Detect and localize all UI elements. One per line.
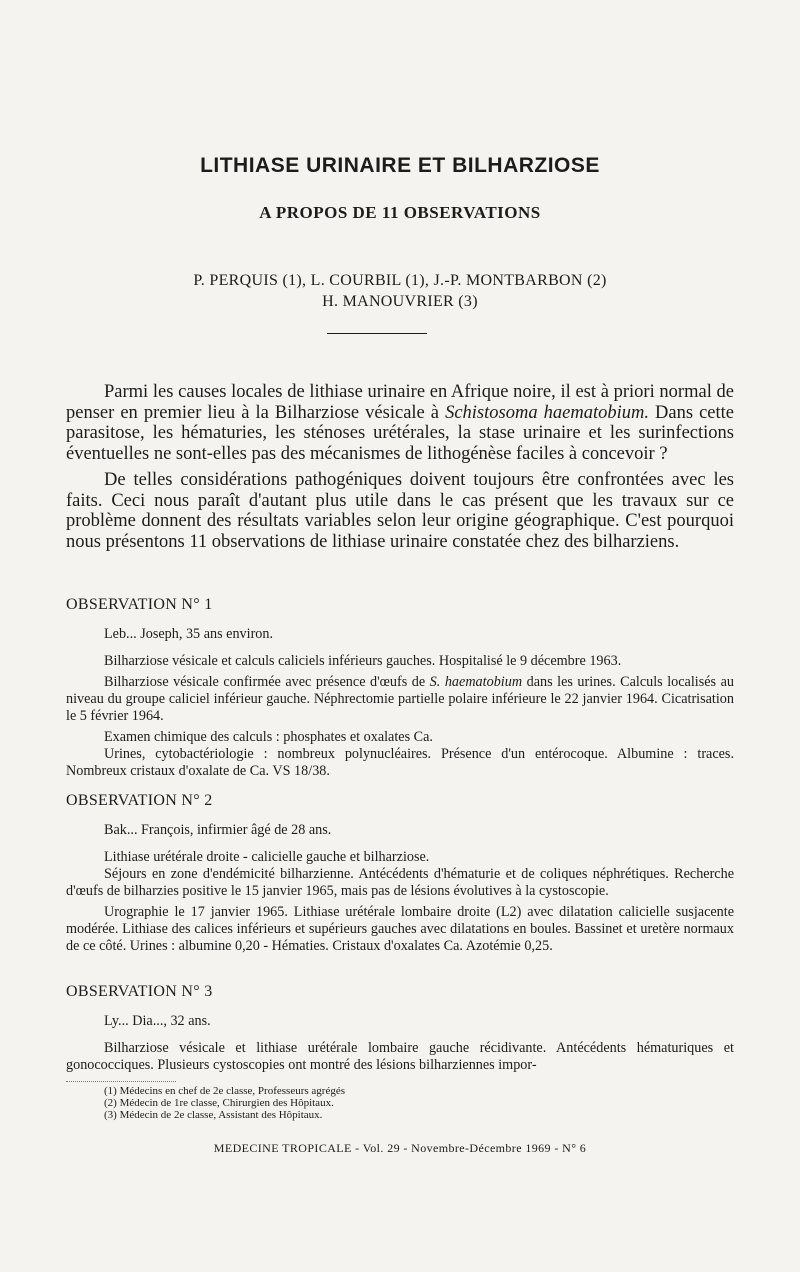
footnotes (104, 1085, 704, 1121)
observation-paragraph: Lithiase urétérale droite - calicielle gauche et bilharziose. (104, 849, 430, 865)
intro-paragraph-2: De telles considérations pathogéniques doivent toujours être confrontées avec les faits. Ceci nous paraît d'autant plus utile dans le cas présent que les travaux sur ce problème donnent des résultats variables selon leur origine géographique. C'est pourquoi nous présentons 11 observations de lithiase urinaire constatée chez des bilharziens. (66, 470, 734, 552)
observation-paragraph: Séjours en zone d'endémicité bilharzienne. Antécédents d'hématurie et de coliques néphrétiques. Recherche d'œufs de bilharzies positive le 15 janvier 1965, mais pas de lésions évolutives à la cystoscopie. (66, 866, 734, 899)
observation-paragraph: Urographie le 17 janvier 1965. Lithiase urétérale lombaire droite (L2) avec dilatation calicielle susjacente modérée. Lithiase des calices inférieurs et supérieurs gauches avec dilatations en boules. Bassinet et uretère normaux de ce côté. Urines : albumine 0,20 - Hématies. Cristaux d'oxalates Ca. Azotémie 0,25. (66, 904, 734, 954)
observation-heading: OBSERVATION N° 1 (66, 596, 213, 613)
patient-name: Leb... Joseph, 35 ans environ. (104, 626, 274, 642)
observation-paragraph: Bilharziose vésicale et lithiase urétérale lombaire gauche récidivante. Antécédents hématuriques et gonococciques. Plusieurs cystoscopies ont montré des lésions bilharziennes impor- (66, 1040, 734, 1073)
journal-footer: MEDECINE TROPICALE - Vol. 29 - Novembre-Décembre 1969 - N° 6 (213, 1141, 587, 1155)
footnote-2: (2) Médecin de 1re classe, Chirurgien des Hôpitaux. (104, 1097, 334, 1109)
patient-name: Bak... François, infirmier âgé de 28 ans. (104, 822, 332, 838)
observation-paragraph: Bilharziose vésicale et calculs caliciels inférieurs gauches. Hospitalisé le 9 décembre 1963. (104, 653, 622, 669)
observation-heading: OBSERVATION N° 2 (66, 792, 213, 809)
footnote-3: (3) Médecin de 2e classe, Assistant des Hôpitaux. (104, 1109, 323, 1121)
authors-line-1: P. PERQUIS (1), L. COURBIL (1), J.-P. MONTBARBON (2) (193, 272, 607, 289)
observation-2 (66, 792, 734, 955)
patient-name: Ly... Dia..., 32 ans. (104, 1013, 211, 1029)
title-divider (327, 333, 427, 334)
observation-paragraph: Examen chimique des calculs : phosphates et oxalates Ca. (104, 729, 433, 745)
species-name: Schistosoma haematobium. (445, 402, 649, 423)
observation-1 (66, 596, 734, 780)
observation-paragraph: Bilharziose vésicale confirmée avec présence d'œufs de S. haematobium dans les urines. Calculs localisés au niveau du groupe caliciel inférieur gauche. Néphrectomie partielle polaire inférieure le 22 janvier 1964. Cicatrisation le 5 février 1964. (66, 674, 734, 724)
intro-paragraph-1: Parmi les causes locales de lithiase urinaire en Afrique noire, il est à priori normal de penser en premier lieu à la Bilharziose vésicale à Schistosoma haematobium. Dans cette parasitose, les hématuries, les sténoses urétérales, la stase urinaire et les surinfections éventuelles ne sont-elles pas des mécanismes de lithogénèse faciles à concevoir ? (66, 382, 735, 464)
introduction (66, 382, 734, 552)
article-title: LITHIASE URINAIRE ET BILHARZIOSE (200, 154, 600, 177)
footnote-divider (66, 1081, 176, 1082)
article-subtitle: A PROPOS DE 11 OBSERVATIONS (259, 203, 541, 222)
authors-line-2: H. MANOUVRIER (3) (322, 293, 478, 310)
footnote-1: (1) Médecins en chef de 2e classe, Professeurs agrégés (104, 1085, 345, 1097)
observation-3 (66, 983, 734, 1074)
observation-paragraph: Urines, cytobactériologie : nombreux polynucléaires. Présence d'un entérocoque. Albumine : traces. Nombreux cristaux d'oxalate de Ca. VS 18/38. (66, 746, 734, 779)
author-block (0, 270, 800, 312)
observation-heading: OBSERVATION N° 3 (66, 983, 213, 1000)
